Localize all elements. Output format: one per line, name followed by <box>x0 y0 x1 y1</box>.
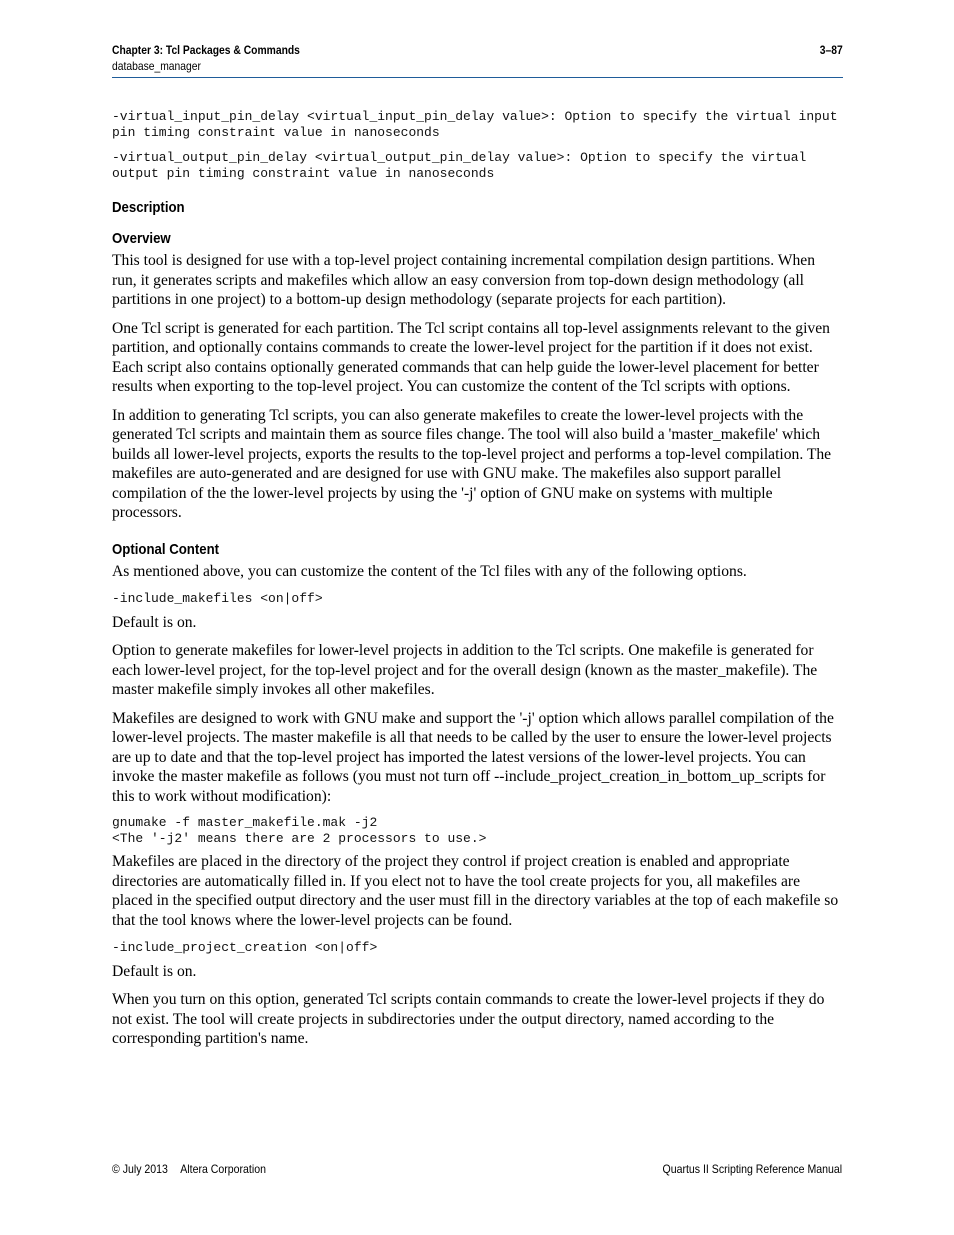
optional-intro: As mentioned above, you can customize the content of the Tcl files with any of the following options. <box>112 562 747 580</box>
option-include-project-creation-paragraph: When you turn on this option, generated Tcl scripts contain commands to create the lower-level projects if they do not exist. The tool will create projects in subdirectories under the output directory, named according to the corresponding partition's name. <box>112 991 825 1047</box>
page-content <box>112 109 846 1049</box>
option-include-makefiles-paragraph-2: Makefiles are designed to work with GNU make and support the '-j' option which allows parallel compilation of the lower-level projects. The master makefile is all that needs to be called by the user to ensure the lower-level projects are up to date and that the top-level project has imported the latest versions of the lower-level projects. You can invoke the master makefile as follows (you must not turn off --include_project_creation_in_bottom_up_scripts for this to work without modification): <box>112 709 834 805</box>
overview-paragraph-1: This tool is designed for use with a top-level project containing incremental compilation design partitions. When run, it generates scripts and makefiles which allow an easy conversion from top-down design methodology (all partitions in one project) to a bottom-up design methodology (separate projects for each partition). <box>112 252 815 308</box>
page-number: 3–87 <box>820 43 843 57</box>
heading-optional-content: Optional Content <box>112 540 220 558</box>
section-name: database_manager <box>112 59 201 73</box>
overview-paragraph-3: In addition to generating Tcl scripts, you can also generate makefiles to create the lower-level projects with the generated Tcl scripts and maintain them as source files change. The tool will also build a 'master_makefile' which builds all lower-level projects, exports the results to the top-level project and performs a top-level compilation. The makefiles are auto-generated and are designed for use with GNU make. The makefiles also support parallel compilation of the the lower-level projects by using the '-j' option of GNU make on systems with multiple processors. <box>112 406 832 521</box>
option-include-makefiles-paragraph-1: Option to generate makefiles for lower-level projects in addition to the Tcl scripts. One makefile is generated for each lower-level project, for the top-level project and for the overall design (known as the master_makefile). The master makefile simply invokes all other makefiles. <box>112 642 818 698</box>
option-virtual-input-pin-delay: -virtual_input_pin_delay <virtual_input_pin_delay value>: Option to specify the virtual input pin timing constraint value in nanoseconds <box>112 109 846 140</box>
header-rule <box>112 77 843 78</box>
heading-overview: Overview <box>112 230 171 247</box>
option-include-makefiles-default: Default is on. <box>112 613 197 631</box>
example-comment: <The '-j2' means there are 2 processors to use.> <box>112 830 487 846</box>
footer-company: Altera Corporation <box>180 1162 266 1176</box>
example-command: gnumake -f master_makefile.mak -j2 <box>112 815 378 830</box>
option-virtual-output-pin-delay: -virtual_output_pin_delay <virtual_output_pin_delay value>: Option to specify the virtual output pin timing constraint value in nanoseconds <box>112 150 815 181</box>
footer-date: © July 2013 <box>112 1162 168 1176</box>
footer-left <box>112 1162 266 1176</box>
chapter-title: Chapter 3: Tcl Packages & Commands <box>112 43 300 57</box>
heading-description: Description <box>112 199 185 216</box>
option-include-makefiles-paragraph-3: Makefiles are placed in the directory of the project they control if project creation is enabled and appropriate directories are automatically filled in. If you elect not to have the tool create projects for you, all makefiles are placed in the specified output directory and the user must fill in the directory variables at the top of each makefile so that the tool knows where the lower-level projects can be found. <box>112 853 839 929</box>
footer-manual-title: Quartus II Scripting Reference Manual <box>662 1162 842 1176</box>
option-include-project-creation-default: Default is on. <box>112 962 197 980</box>
overview-paragraph-2: One Tcl script is generated for each partition. The Tcl script contains all top-level assignments relevant to the given partition, and optionally contains commands to create the lower-level project for the partition if it does not exist. Each script also contains optionally generated commands that can help guide the lower-level placement for better results when exporting to the top-level project. You can customize the content of the Tcl scripts with options. <box>112 319 830 395</box>
option-include-project-creation: -include_project_creation <on|off> <box>112 940 378 955</box>
option-include-makefiles: -include_makefiles <on|off> <box>112 591 323 606</box>
